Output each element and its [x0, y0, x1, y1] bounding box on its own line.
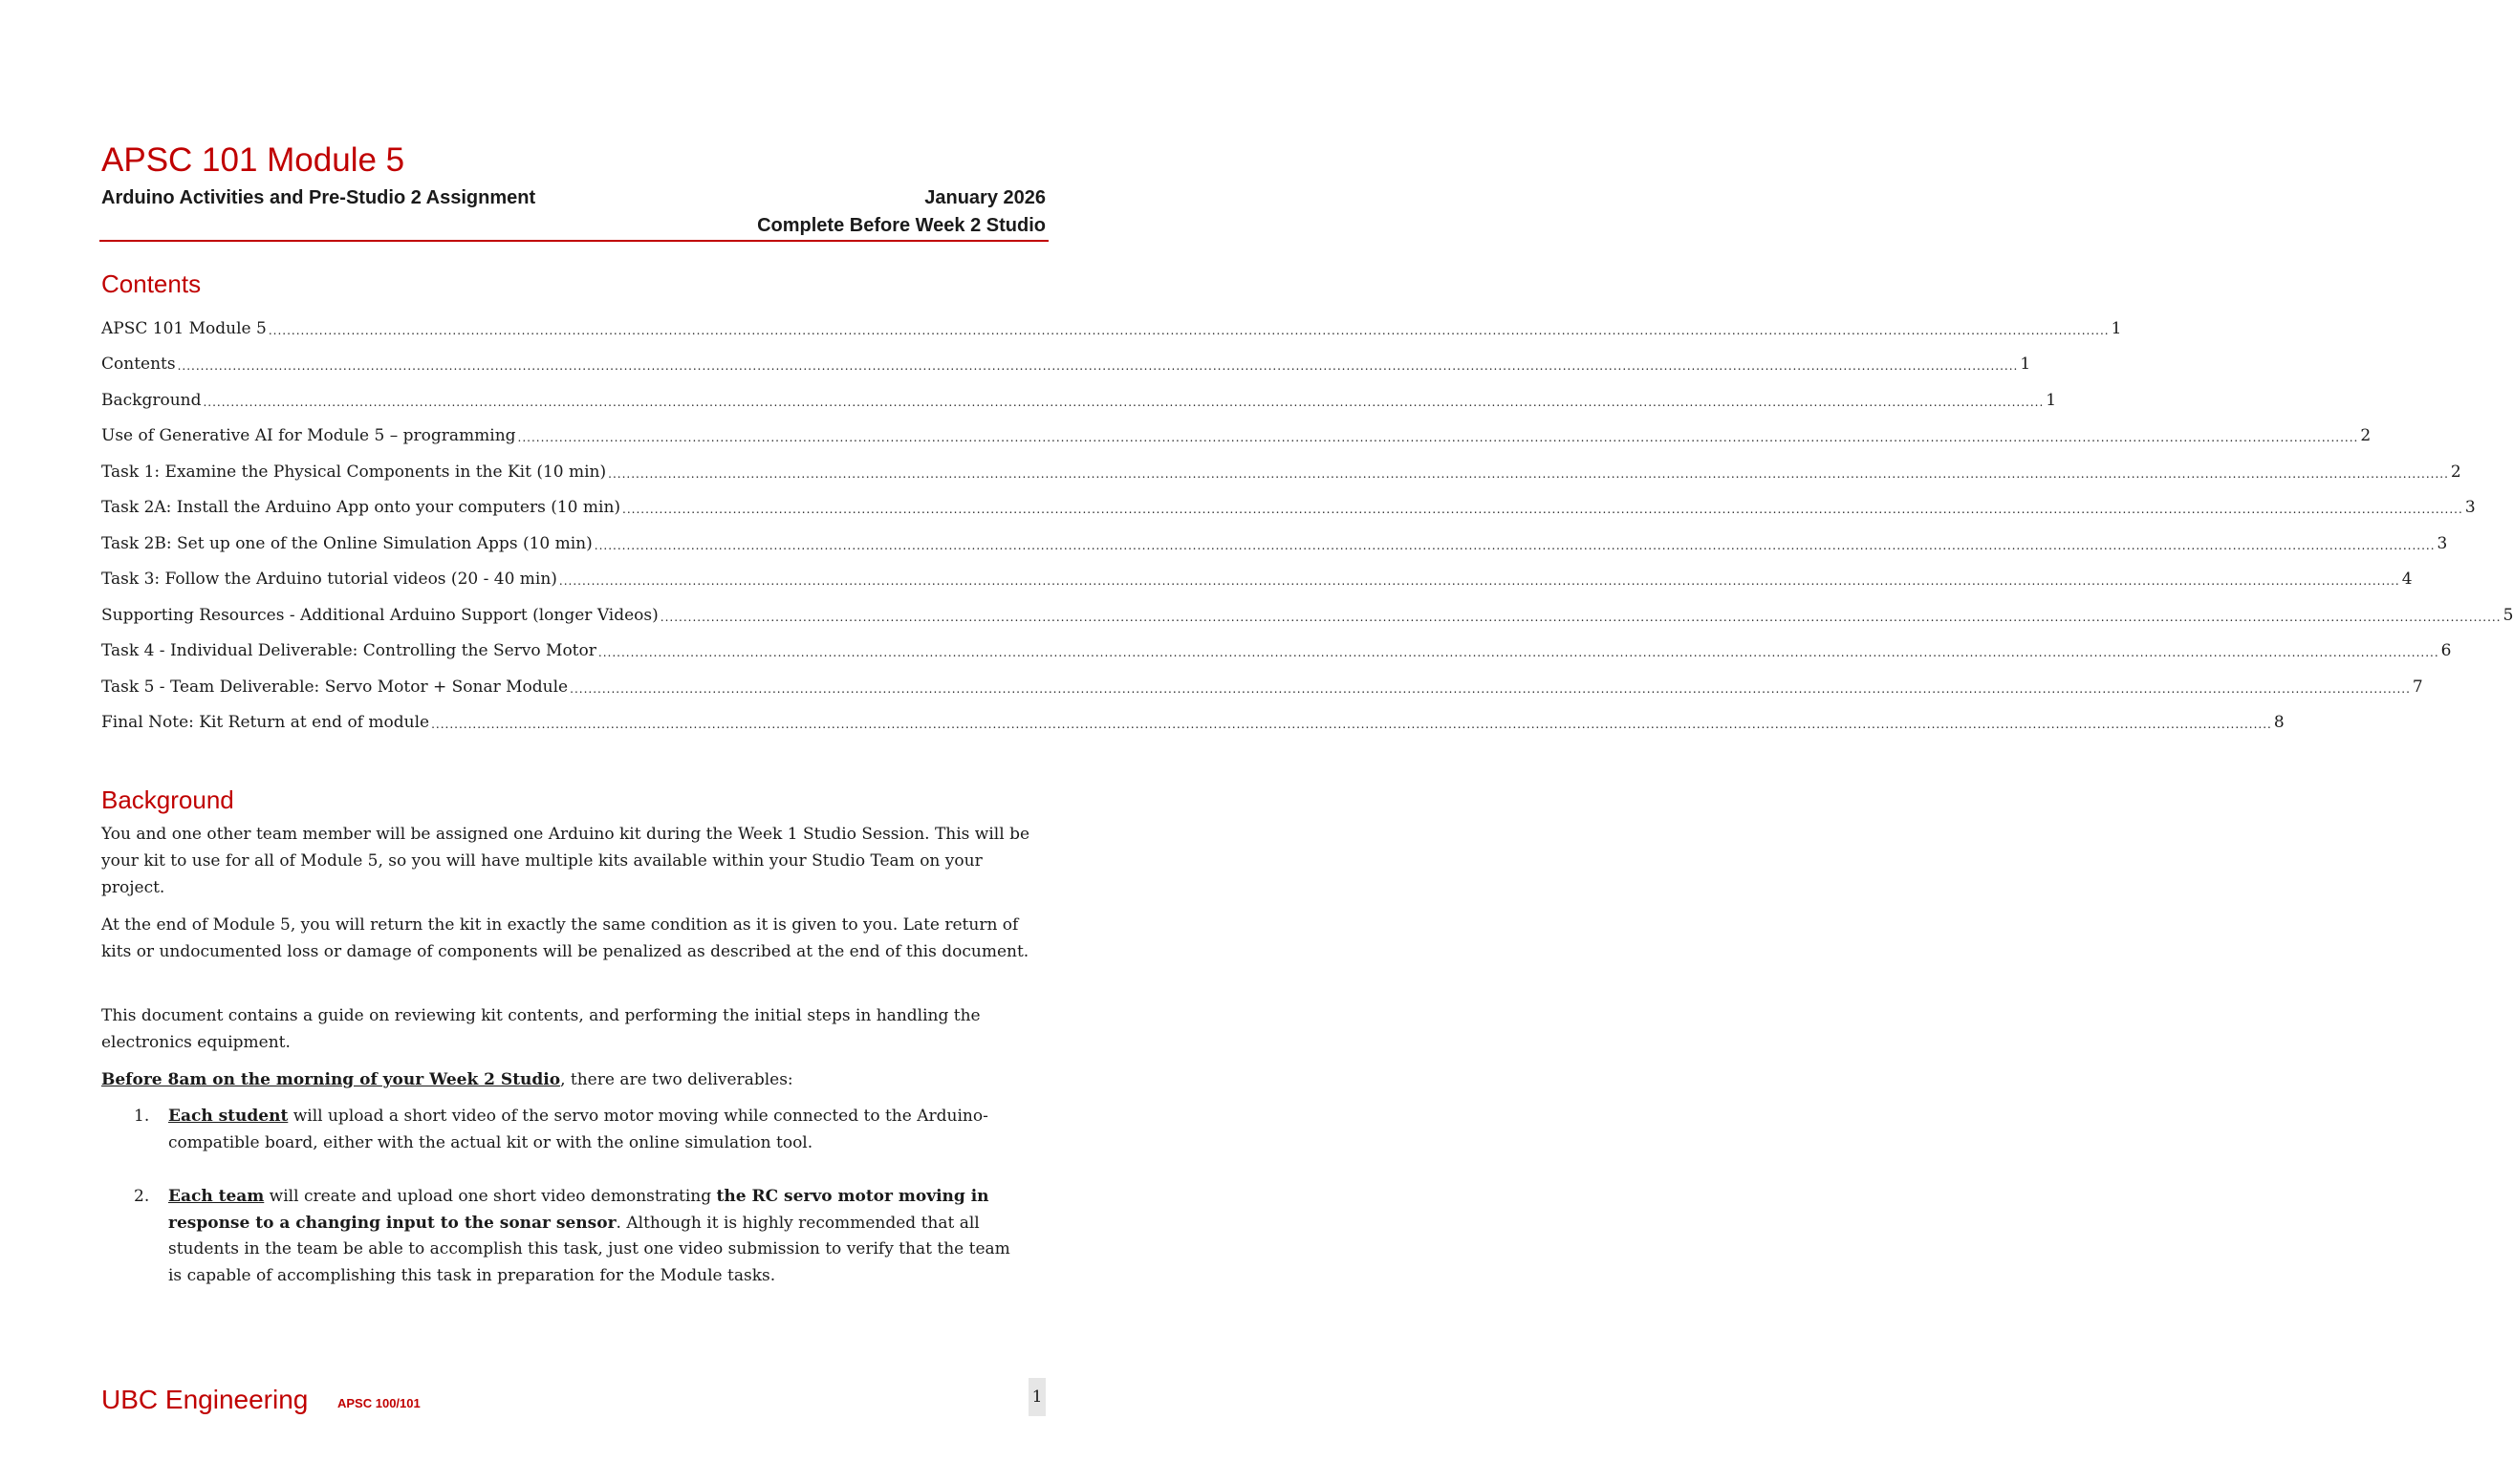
toc-leader-dots: ................................................................................................................................................................................................................................................................................................................................................................................................................ — [558, 574, 2400, 588]
deliverable-text: will create and upload one short video demonstrating — [264, 1187, 717, 1206]
toc-leader-dots: ................................................................................................................................................................................................................................................................................................................................................................................................................ — [608, 466, 2449, 481]
toc-entry-title[interactable]: APSC 101 Module 5 — [101, 318, 267, 338]
toc-entry-title[interactable]: Task 3: Follow the Arduino tutorial videos (20 - 40 min) — [101, 570, 557, 589]
background-paragraph-3: This document contains a guide on reviewing kit contents, and performing the initial steps in handling the electronics equipment. — [101, 1006, 981, 1052]
toc-entry-title[interactable]: Background — [101, 390, 202, 410]
toc-entry[interactable] — [101, 555, 2413, 591]
header-divider — [99, 240, 1049, 242]
toc-entry-page[interactable]: 3 — [2464, 498, 2476, 517]
deliverable-text-2: . Although it is highly recommended that all students in the team be able to accomplish this task, just one video submission to verify that the team is capable of accomplishing this task in preparation for the Module tasks. — [168, 1213, 1010, 1285]
toc-entry-title[interactable]: Task 5 - Team Deliverable: Servo Motor + Sonar Module — [101, 677, 569, 697]
deliverables-intro-text: , there are two deliverables: — [560, 1070, 793, 1089]
list-item-body — [168, 1184, 1027, 1289]
toc-entry-title[interactable]: Contents — [101, 355, 176, 374]
toc-entry[interactable] — [101, 627, 2452, 663]
toc-entry-page[interactable]: 1 — [2020, 355, 2031, 374]
toc-entry-page[interactable]: 7 — [2412, 677, 2423, 697]
deliverable-emphasis: the RC servo motor moving in response to a changing input to the sonar sensor — [168, 1187, 989, 1233]
toc-entry-page[interactable]: 4 — [2401, 570, 2413, 589]
list-number: 2. — [134, 1187, 150, 1206]
toc-entry[interactable] — [101, 484, 2476, 520]
background-paragraph-2: At the end of Module 5, you will return the kit in exactly the same condition as it is given to you. Late return of kits or undocumented loss or damage of components will be penalized as described at the end of this document. — [101, 915, 1029, 961]
toc-entry[interactable] — [101, 376, 2057, 412]
toc-entry-page[interactable]: 5 — [2502, 605, 2513, 625]
toc-entry-title[interactable]: Task 2A: Install the Arduino App onto your computers (10 min) — [101, 498, 621, 517]
toc-entry[interactable] — [101, 304, 2122, 340]
table-of-contents — [101, 304, 2513, 734]
toc-leader-dots: ................................................................................................................................................................................................................................................................................................................................................................................................................ — [268, 323, 2110, 337]
toc-entry[interactable] — [101, 447, 2461, 484]
background-paragraph-1: You and one other team member will be assigned one Arduino kit during the Week 1 Studio Session. This will be your kit to use for all of Module 5, so you will have multiple kits available within your Studio Team on your project. — [101, 825, 1030, 897]
toc-entry-page[interactable]: 2 — [2450, 462, 2461, 482]
list-item-body — [168, 1104, 1027, 1156]
document-deadline: Complete Before Week 2 Studio — [757, 215, 1046, 236]
toc-entry[interactable] — [101, 519, 2448, 555]
contents-heading: Contents — [101, 269, 202, 298]
deliverables-intro — [101, 1066, 1046, 1093]
footer-course: APSC 100/101 — [337, 1396, 421, 1410]
toc-entry-title[interactable]: Use of Generative AI for Module 5 – programming — [101, 426, 516, 445]
document-title: APSC 101 Module 5 — [101, 141, 405, 179]
toc-leader-dots: ................................................................................................................................................................................................................................................................................................................................................................................................................ — [622, 503, 2463, 516]
toc-entry-page[interactable]: 1 — [2046, 390, 2057, 410]
toc-leader-dots: ................................................................................................................................................................................................................................................................................................................................................................................................................ — [660, 610, 2502, 624]
toc-entry[interactable] — [101, 412, 2372, 448]
toc-entry-title[interactable]: Task 1: Examine the Physical Components in the Kit (10 min) — [101, 462, 607, 482]
toc-entry-page[interactable]: 1 — [2111, 318, 2122, 338]
toc-leader-dots: ................................................................................................................................................................................................................................................................................................................................................................................................................ — [177, 359, 2019, 373]
toc-leader-dots: ................................................................................................................................................................................................................................................................................................................................................................................................................ — [597, 646, 2439, 659]
toc-leader-dots: ................................................................................................................................................................................................................................................................................................................................................................................................................ — [570, 681, 2411, 696]
toc-entry[interactable] — [101, 699, 2285, 735]
footer-brand: UBC Engineering — [101, 1385, 309, 1414]
toc-entry-title[interactable]: Task 4 - Individual Deliverable: Controlling the Servo Motor — [101, 641, 596, 660]
document-date: January 2026 — [924, 187, 1046, 208]
toc-leader-dots: ................................................................................................................................................................................................................................................................................................................................................................................................................ — [431, 718, 2272, 731]
deliverables-deadline: Before 8am on the morning of your Week 2 Studio — [101, 1070, 561, 1089]
toc-entry[interactable] — [101, 340, 2031, 376]
toc-entry-page[interactable]: 6 — [2440, 641, 2452, 660]
document-subtitle: Arduino Activities and Pre-Studio 2 Assignment — [101, 187, 536, 208]
deliverable-lead: Each team — [168, 1187, 265, 1206]
toc-leader-dots: ................................................................................................................................................................................................................................................................................................................................................................................................................ — [203, 395, 2045, 409]
toc-entry-title[interactable]: Final Note: Kit Return at end of module — [101, 713, 430, 732]
toc-entry[interactable] — [101, 591, 2513, 627]
toc-entry-page[interactable]: 8 — [2273, 713, 2285, 732]
toc-leader-dots: ................................................................................................................................................................................................................................................................................................................................................................................................................ — [594, 538, 2436, 552]
toc-entry-title[interactable]: Supporting Resources - Additional Arduino Support (longer Videos) — [101, 605, 659, 625]
list-number: 1. — [134, 1107, 150, 1126]
background-heading: Background — [101, 785, 234, 814]
toc-entry[interactable] — [101, 662, 2423, 699]
toc-entry-page[interactable]: 3 — [2437, 533, 2448, 553]
page-number: 1 — [1029, 1378, 1046, 1416]
deliverable-lead: Each student — [168, 1107, 289, 1126]
deliverable-text: will upload a short video of the servo motor moving while connected to the Arduino-compatible board, either with the actual kit or with the online simulation tool. — [168, 1107, 988, 1152]
toc-leader-dots: ................................................................................................................................................................................................................................................................................................................................................................................................................ — [517, 431, 2359, 444]
toc-entry-page[interactable]: 2 — [2360, 426, 2372, 445]
toc-entry-title[interactable]: Task 2B: Set up one of the Online Simulation Apps (10 min) — [101, 533, 593, 553]
